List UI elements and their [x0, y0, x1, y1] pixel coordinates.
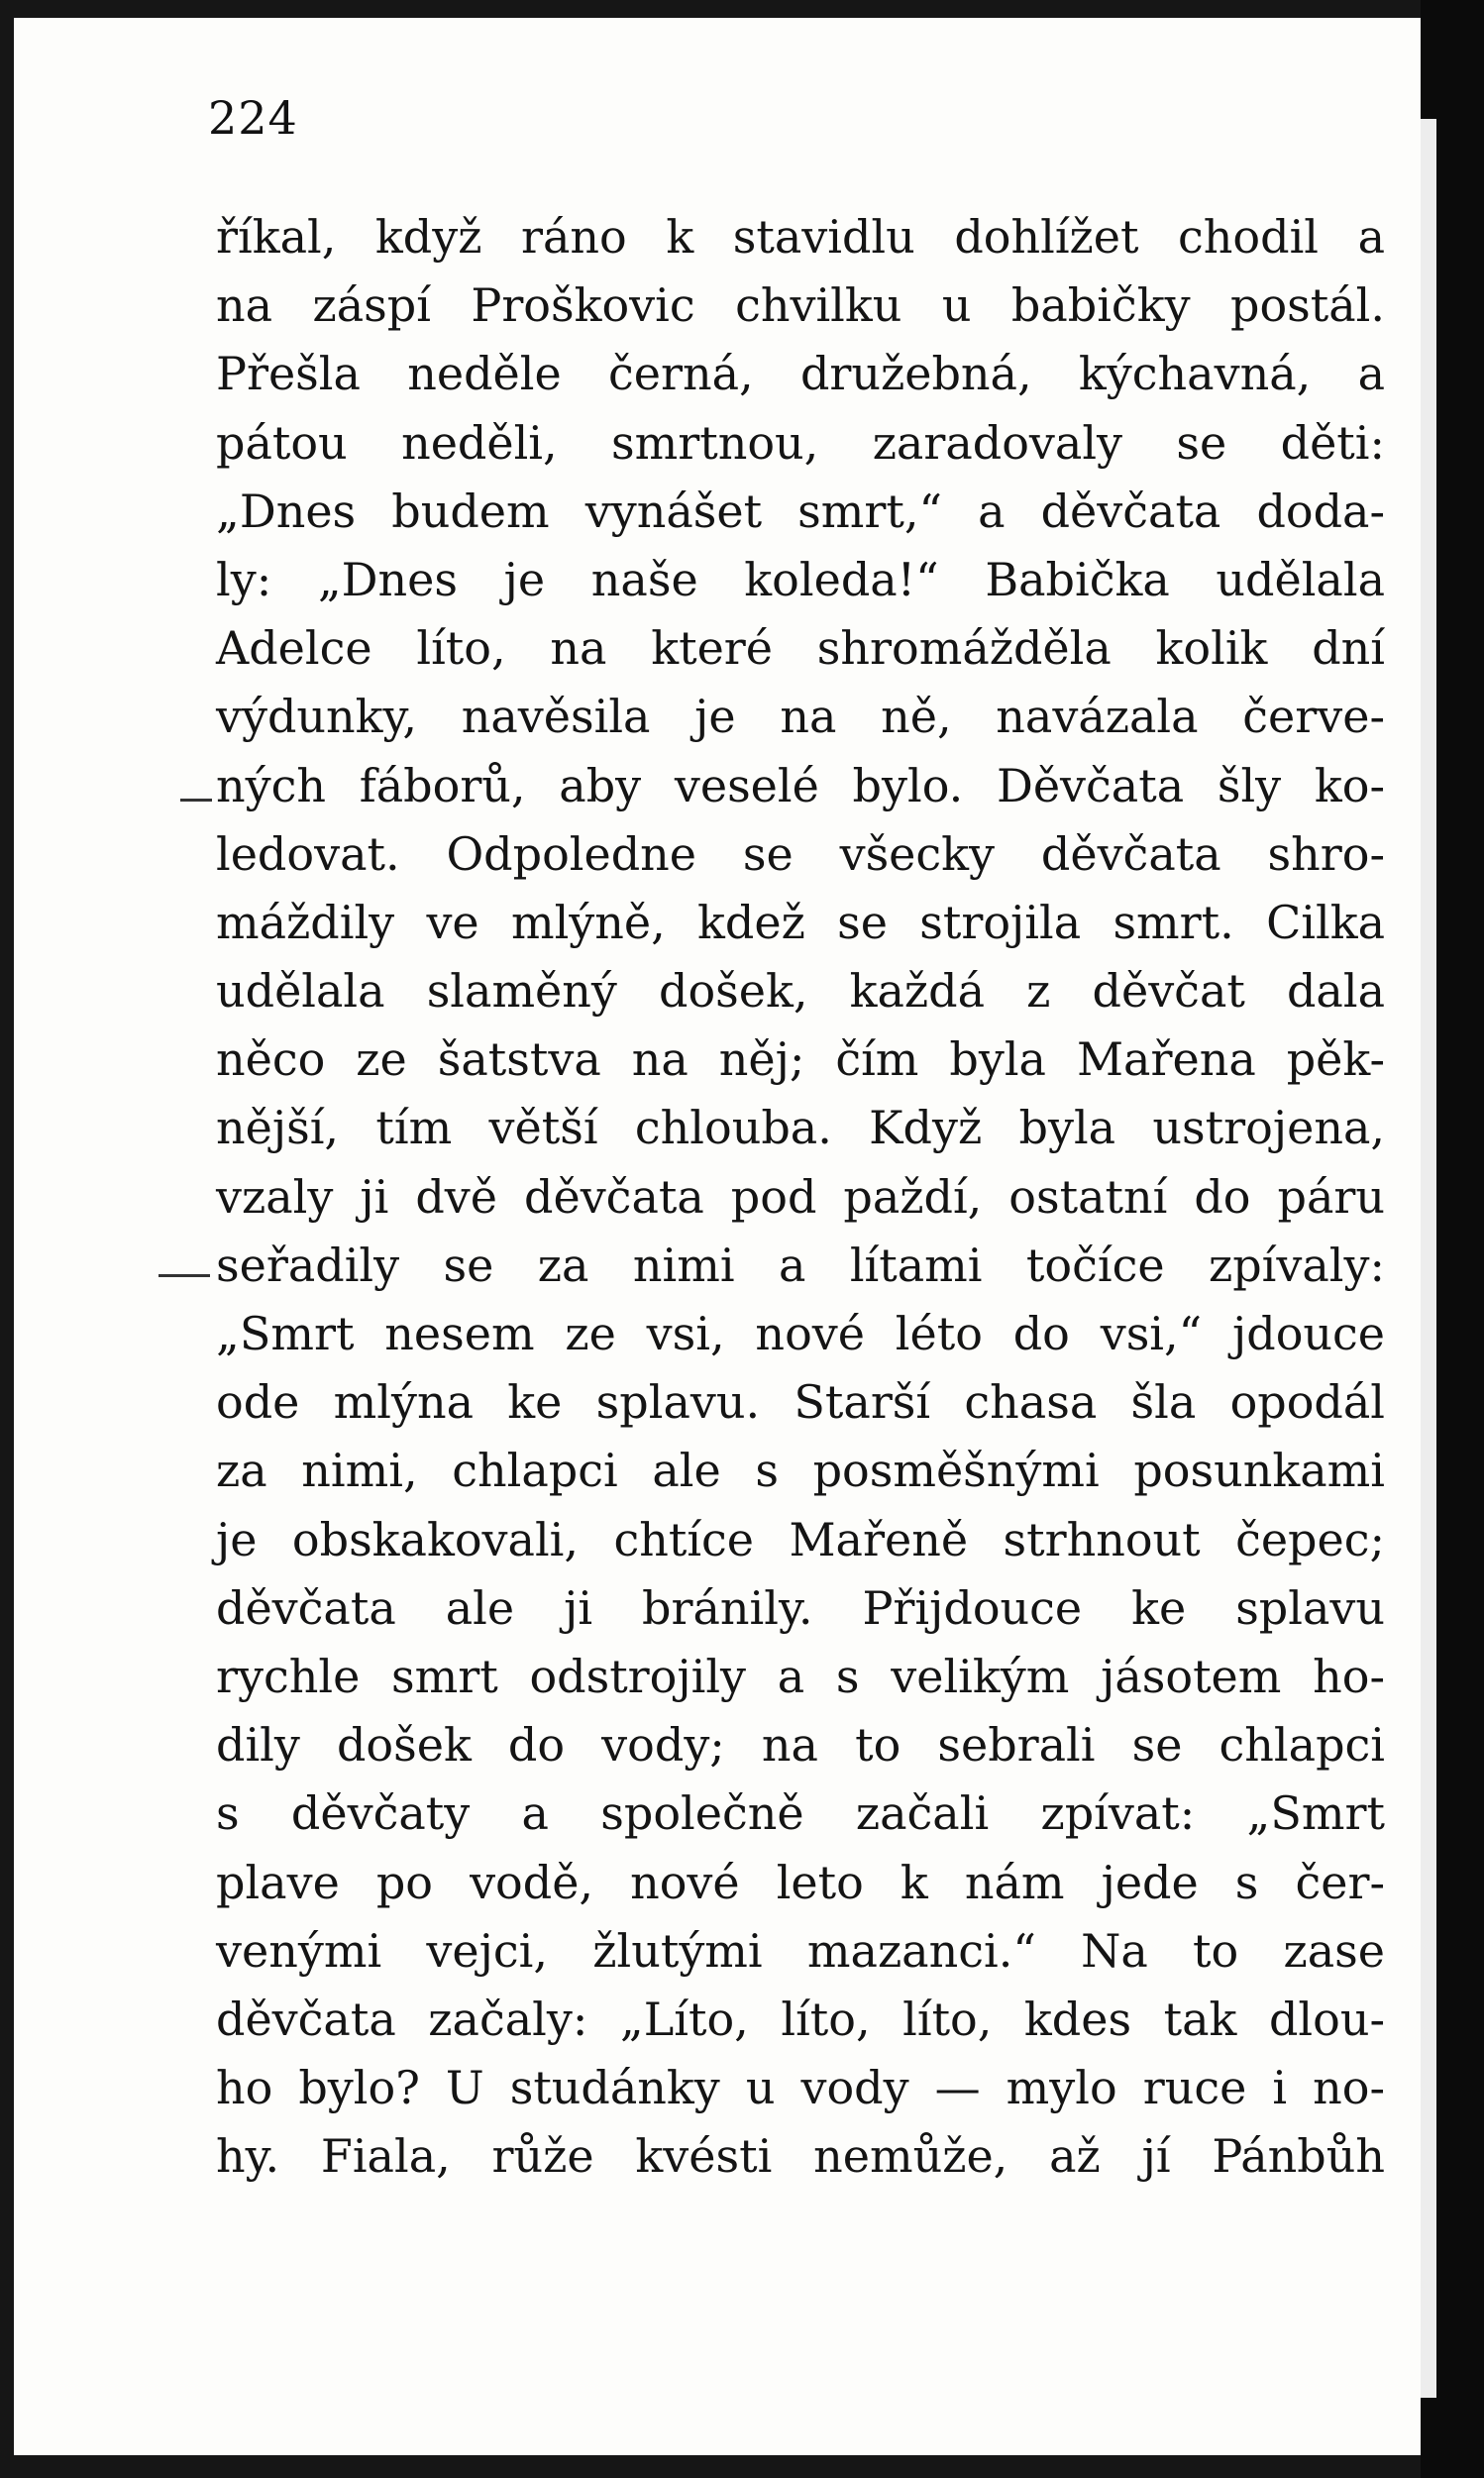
text-line: děvčata začaly: „Líto, líto, líto, kdes tak dlou- [216, 1992, 1385, 2046]
text-line: plave po vodě, nové leto k nám jede s čer- [216, 1855, 1385, 1909]
text-line: ledovat. Odpoledne se všecky děvčata shro- [216, 826, 1385, 881]
text-line: na záspí Proškovic chvilku u babičky postál. [216, 278, 1385, 333]
text-line: venými vejci, žlutými mazanci.“ Na to zase [216, 1923, 1385, 1978]
text-line: vzaly ji dvě děvčata pod paždí, ostatní do páru [216, 1169, 1385, 1224]
text-line: za nimi, chlapci ale s posměšnými posunkami [216, 1444, 1385, 1498]
text-line: dily došek do vody; na to sebrali se chlapci [216, 1718, 1385, 1773]
text-line: pátou neděli, smrtnou, zaradovaly se děti: [216, 415, 1385, 470]
text-line: udělala slaměný došek, každá z děvčat dala [216, 964, 1385, 1019]
text-line: ných fáborů, aby veselé bylo. Děvčata šly ko- [216, 758, 1385, 812]
text-line: Přešla neděle černá, družebná, kýchavná, a [216, 347, 1385, 401]
margin-mark-1 [180, 799, 212, 802]
text-line: seřadily se za nimi a lítami točíce zpívaly: [216, 1238, 1385, 1292]
text-line: výdunky, navěsila je na ně, navázala červe- [216, 690, 1385, 744]
text-line: „Dnes budem vynášet smrt,“ a děvčata doda- [216, 484, 1385, 538]
text-line: Adelce líto, na které shromážděla kolik dní [216, 621, 1385, 676]
text-line: říkal, když ráno k stavidlu dohlížet chodil a [216, 210, 1385, 264]
text-line: máždily ve mlýně, kdež se strojila smrt. Cilka [216, 895, 1385, 949]
text-line: děvčata ale ji bránily. Přijdouce ke splavu [216, 1580, 1385, 1635]
text-line: ly: „Dnes je naše koleda!“ Babička udělala [216, 552, 1385, 606]
text-line: ho bylo? U studánky u vody — mylo ruce i no- [216, 2061, 1385, 2115]
text-line: rychle smrt odstrojily a s velikým jásotem ho- [216, 1649, 1385, 1703]
page-number: 224 [208, 91, 298, 145]
text-line: ode mlýna ke splavu. Starší chasa šla opodál [216, 1375, 1385, 1430]
text-line: nější, tím větší chlouba. Když byla ustrojena, [216, 1101, 1385, 1155]
text-line: hy. Fiala, růže kvésti nemůže, až jí Pánbůh [216, 2129, 1385, 2184]
text-line: něco ze šatstva na něj; čím byla Mařena pěk- [216, 1032, 1385, 1087]
text-line: s děvčaty a společně začali zpívat: „Smrt [216, 1786, 1385, 1841]
body-text [216, 203, 1385, 2191]
text-line: „Smrt nesem ze vsi, nové léto do vsi,“ jdouce [216, 1307, 1385, 1360]
margin-mark-2 [159, 1274, 210, 1277]
scan-edge-light [1421, 119, 1436, 2398]
text-line: je obskakovali, chtíce Mařeně strhnout čepec; [216, 1512, 1385, 1566]
